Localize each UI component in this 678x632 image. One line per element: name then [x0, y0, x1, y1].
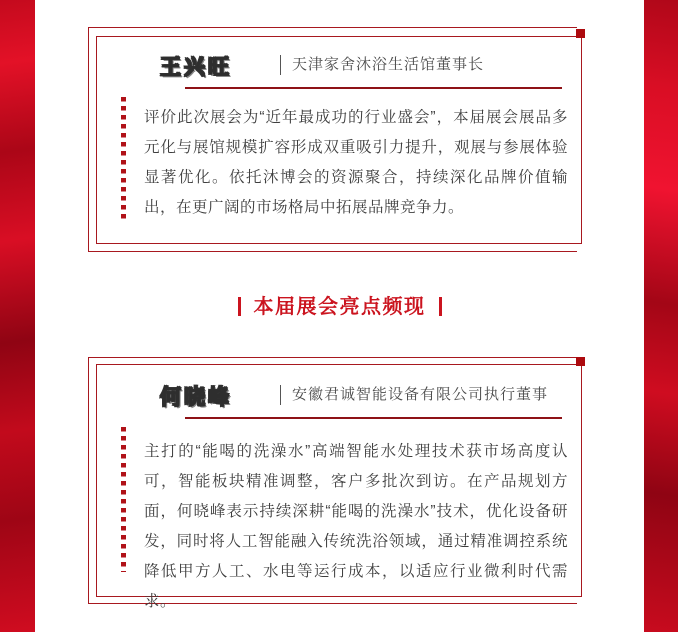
right-red-ribbon	[644, 0, 678, 632]
section-title	[35, 290, 644, 319]
quote-text: 评价此次展会为“近年最成功的行业盛会”，本届展会展品多元化与展馆规模扩容形成双重吸引力提升，观展与参展体验显著优化。依托沐博会的资源聚合，持续深化品牌价值输出，在更广阔的市场格局中拓展品牌竞争力。	[144, 109, 568, 216]
quote-text: 主打的“能喝的洗澡水”高端智能水处理技术获市场高度认可，智能板块精准调整，客户多批次到访。在产品规划方面，何晓峰表示持续深耕“能喝的洗澡水”技术，优化设备研发，同时将人工智能融入传统洗浴领域，通过精准调控系统降低甲方人工、水电等运行成本，以适应行业微利时代需求。	[144, 443, 568, 610]
person-name: 王兴旺	[160, 56, 232, 79]
person-title: 安徽君诚智能设备有限公司执行董事	[280, 385, 548, 405]
person-name: 何晓峰	[160, 386, 232, 409]
name-underline	[185, 87, 562, 89]
corner-accent-square	[576, 357, 585, 366]
name-underline	[185, 417, 562, 419]
testimonial-card-1	[88, 27, 586, 252]
section-title-label: 本届展会亮点频现	[253, 296, 426, 318]
person-title: 天津家舍沐浴生活馆董事长	[280, 55, 484, 75]
corner-accent-square	[576, 29, 585, 38]
title-bar-left-icon	[238, 297, 241, 316]
dotted-accent-line	[121, 427, 126, 572]
testimonial-card-2	[88, 357, 586, 610]
title-bar-right-icon	[439, 297, 442, 316]
dotted-accent-line	[121, 97, 126, 219]
left-red-ribbon	[0, 0, 35, 632]
